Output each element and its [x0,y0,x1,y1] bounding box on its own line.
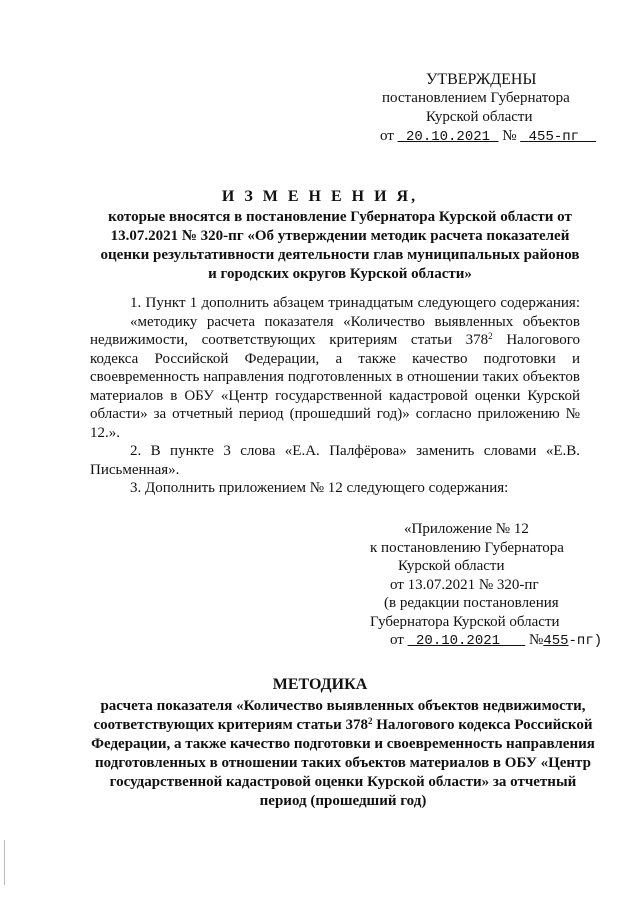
approval-authority: постановлением Губернатора [382,90,570,106]
approval-number-sign: № [502,128,517,144]
appendix-header [356,520,606,651]
appendix-region: Курской области [398,558,505,574]
approval-stamp [372,70,612,147]
method-subtitle: расчета показателя «Количество выявленных объектов недвижимости, соответствующих критериям статьи $378^2$ Налогового кодекса Российской Федерации, а также качество подготовки и своевременность направления подготовленных в отношении таких объектов материалов в ОБУ «Центр государственной кадастровой оценки Курской области» за отчетный период (прошедший год) [91,698,595,809]
approval-region: Курской области [426,109,533,125]
appendix-edition: (в редакции постановления [384,595,559,611]
paragraph-4: 3. Дополнить приложением № 12 следующего содержания: [130,480,509,496]
appendix-number: 455 [543,633,569,649]
approval-number: 455-пг [528,129,580,145]
approval-heading: УТВЕРЖДЕНЫ [426,71,537,88]
document-title: И З М Е Н Е Н И Я, [221,188,419,205]
document-subtitle: которые вносятся в постановление Губернатора Курской области от 13.07.2021 № 320-пг «Об утверждении методик расчета показателей оценки результативности деятельности глав муниципальных районов и городских округов Курской области» [100,209,580,282]
superscript: 2 [368,716,373,726]
paragraph-2: «методику расчета показателя «Количество выявленных объектов недвижимости, соответствующих критериям статьи $378^2$ Налогового кодекса Российской Федерации, а также качество подготовки и своевременность направления подготовленных в отношении таких объектов материалов в ОБУ «Центр государственной кадастровой оценки Курской области» за отчетный период (прошедший год)» согласно приложению № 12.». [90,313,580,441]
scan-margin-line [4,840,5,885]
superscript: 2 [488,331,493,341]
approval-date: 20.10.2021 [406,129,491,145]
approval-date-line [372,127,612,147]
appendix-date-line [356,631,606,651]
document-body [90,294,580,498]
appendix-from-label: от [390,632,404,648]
appendix-ref: к постановлению Губернатора [370,539,564,556]
appendix-authority: Губернатора Курской области [370,613,560,630]
paragraph-1: 1. Пункт 1 дополнить абзацем тринадцатым следующего содержания: [130,295,580,311]
paragraph-3: 2. В пункте 3 слова «Е.А. Палфёрова» заменить словами «Е.В. Письменная». [90,443,580,478]
appendix-number-sign: № [529,632,544,648]
appendix-title: «Приложение № 12 [404,521,529,537]
appendix-date: 20.10.2021 [416,633,501,649]
approval-from-label: от [380,128,394,144]
appendix-original-date: от 13.07.2021 № 320-пг [390,576,539,593]
appendix-number-suffix: -пг) [568,633,603,649]
method-title: МЕТОДИКА [272,676,368,693]
